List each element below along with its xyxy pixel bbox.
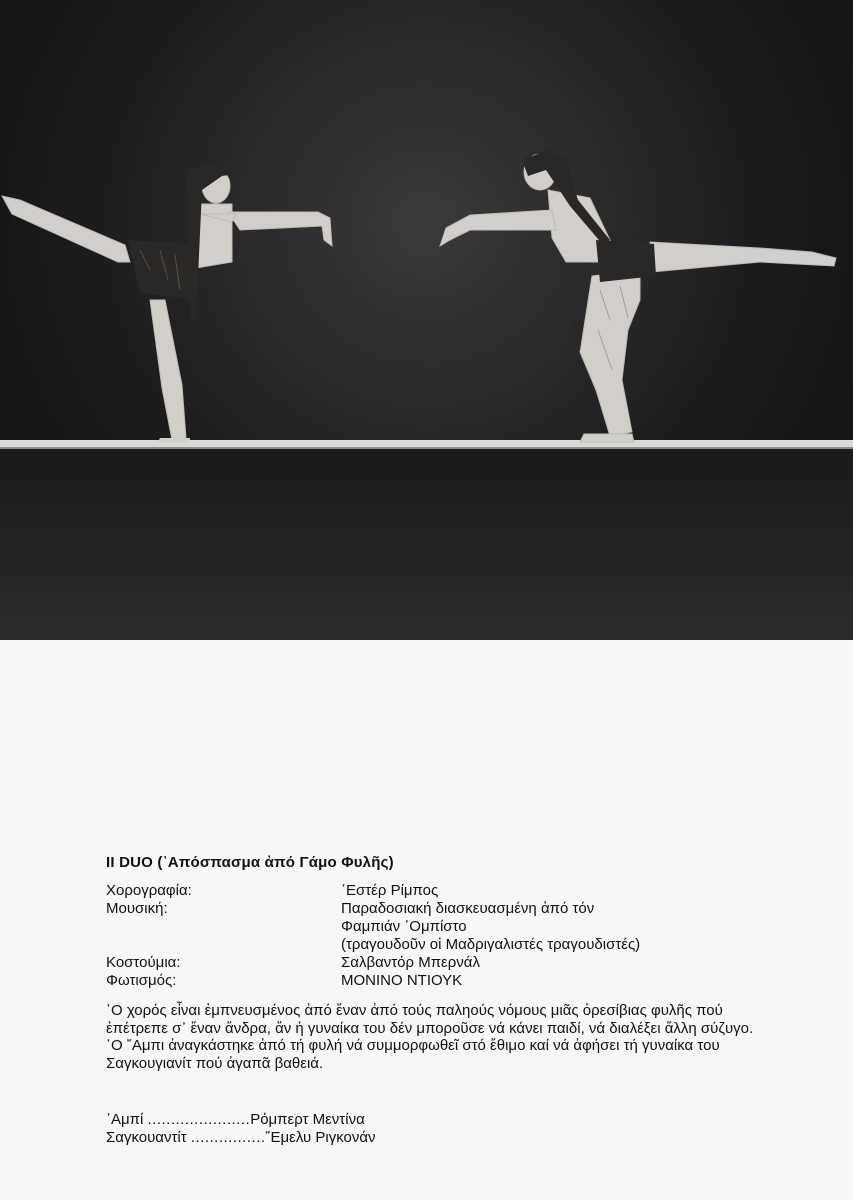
credit-label: Κοστούμια: bbox=[106, 954, 181, 971]
description-paragraph: ῾Ο ῎Αμπι ἀναγκάστηκε ἀπό τή φυλή νά συμμορφωθεῖ στό ἔθιμο καί νά ἀφήσει τή γυναίκα του Σαγκουγιανίτ πού ἀγαπᾶ βαθειά. bbox=[106, 1037, 720, 1072]
credit-value: Παραδοσιακή διασκευασμένη ἀπό τόν bbox=[341, 900, 595, 917]
cast-dancer: ῎Εμελυ Ριγκονάν bbox=[265, 1129, 376, 1146]
credit-label: Χορογραφία: bbox=[106, 882, 192, 899]
cast-row bbox=[106, 1129, 376, 1147]
program-title: II DUO (᾿Απόσπασμα ἀπό Γάμο Φυλῆς) bbox=[106, 854, 394, 871]
credit-label: Φωτισμός: bbox=[106, 972, 177, 989]
credit-value: ΜΟΝΙΝΟ ΝΤΙΟΥΚ bbox=[341, 972, 463, 989]
cast-role: ᾿Αμπί bbox=[106, 1111, 144, 1128]
description bbox=[106, 1002, 766, 1072]
cast-row bbox=[106, 1111, 376, 1129]
credit-value: Φαμπιάν ᾿Ομπίστο bbox=[341, 918, 467, 935]
credit-value: Σαλβαντόρ Μπερνάλ bbox=[341, 954, 480, 971]
cast-role: Σαγκουαντίτ bbox=[106, 1129, 187, 1146]
credit-value: ᾿Εστέρ Ρίμπος bbox=[341, 882, 439, 899]
credit-value: (τραγουδοῦν οἱ Μαδριγαλιστές τραγουδιστές) bbox=[341, 936, 641, 953]
cast-leader-dots: ................ bbox=[190, 1129, 266, 1146]
cast-leader-dots: ...................... bbox=[147, 1111, 251, 1128]
cast-dancer: Ρόμπερτ Μεντίνα bbox=[250, 1111, 365, 1128]
description-paragraph: ῾Ο χορός εἶναι ἐμπνευσμένος ἀπό ἕναν ἀπό τούς παληούς νόμους μιᾶς ὀρεσίβιας φυλῆς πού ἐπέτρεπε σ᾿ ἕναν ἄνδρα, ἄν ἡ γυναίκα του δέν μποροῦσε νά κάνει παιδί, νά διαλέξει ἄλλη σύζυγο. bbox=[106, 1002, 754, 1037]
credit-label: Μουσική: bbox=[106, 900, 168, 917]
cast-list bbox=[106, 1111, 376, 1147]
